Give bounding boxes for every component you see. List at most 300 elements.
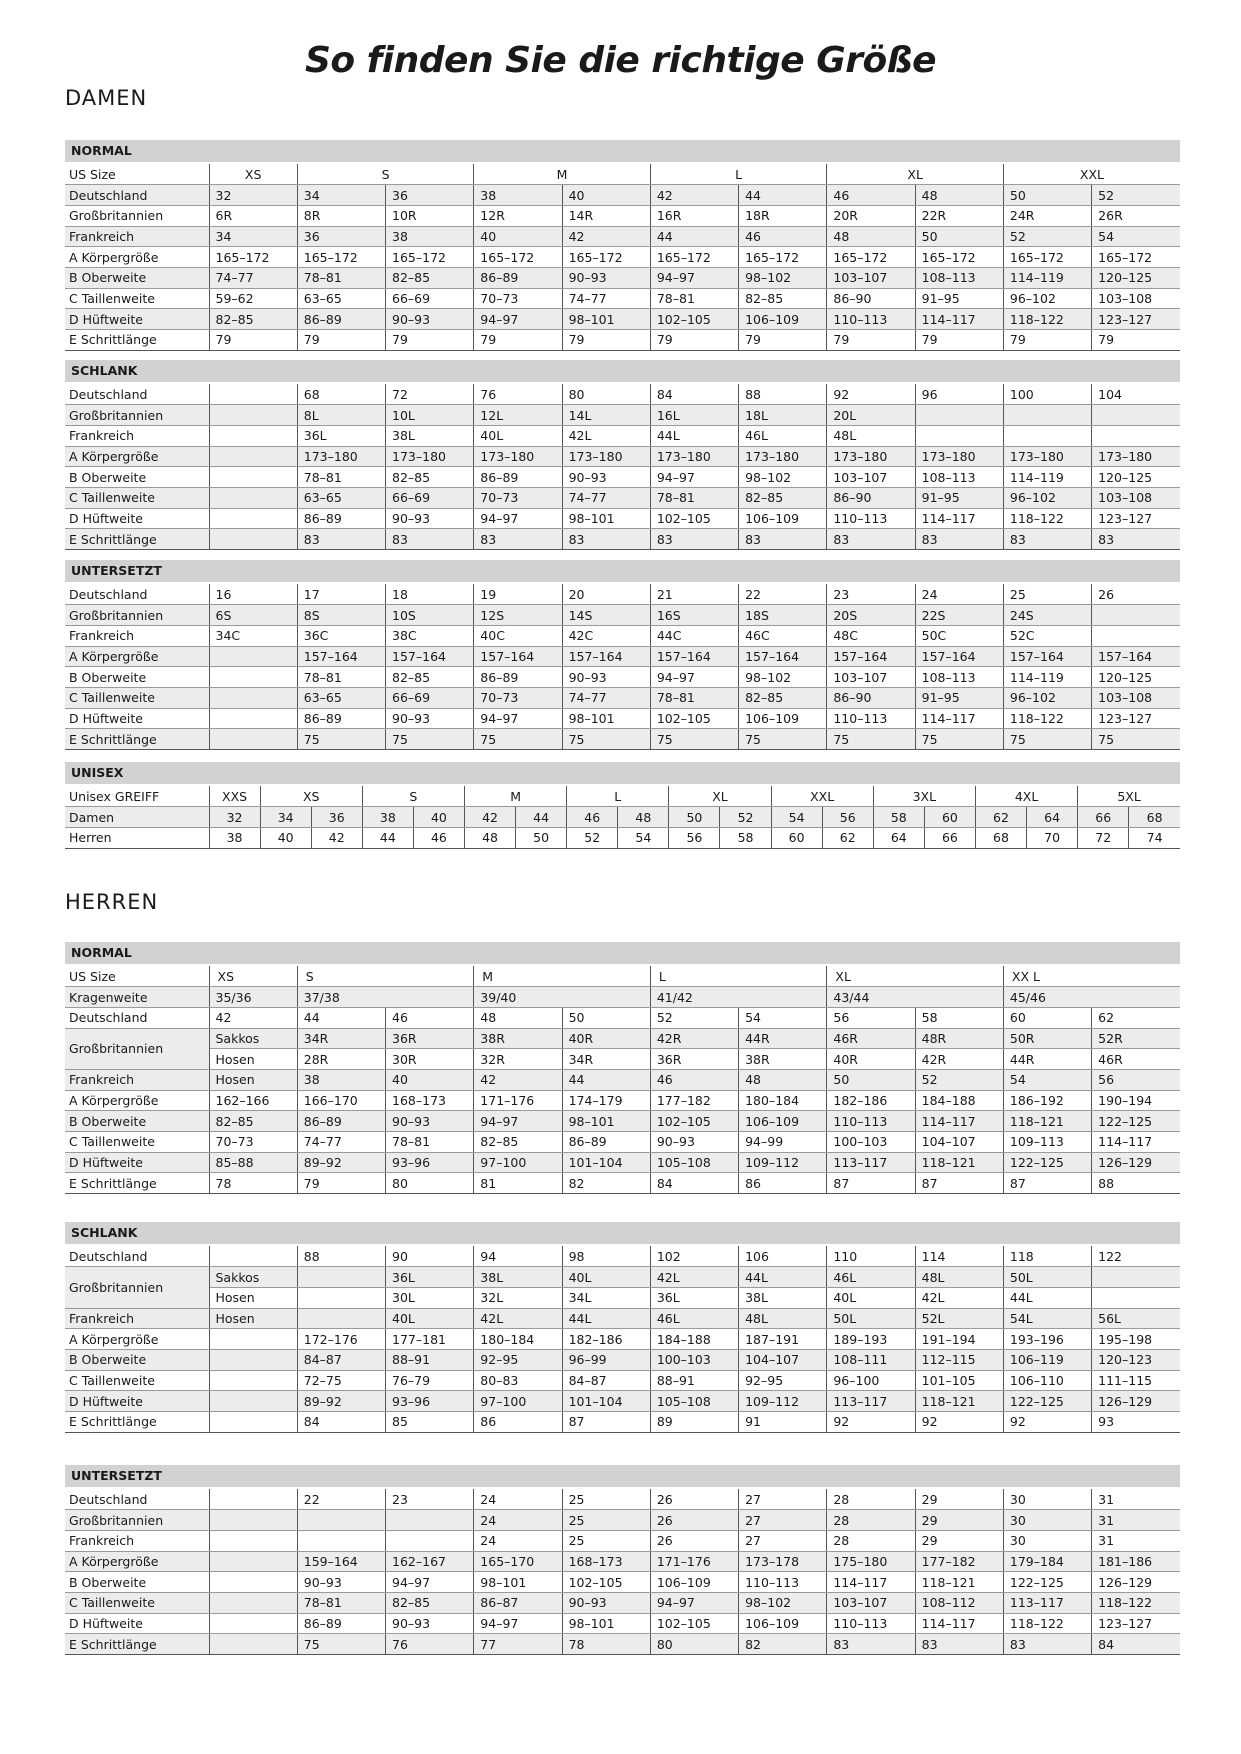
size-value: 76–79 (386, 1370, 474, 1391)
size-value: 120–125 (1092, 267, 1180, 288)
size-value: 86–89 (297, 1613, 385, 1634)
row-label: A Körpergröße (65, 446, 209, 467)
size-value: 24 (474, 1530, 562, 1551)
size-value: 50 (1003, 185, 1091, 206)
size-value: 182–186 (562, 1329, 650, 1350)
size-label: XS (209, 966, 297, 987)
size-value: 83 (739, 529, 827, 550)
size-value: 120–125 (1092, 467, 1180, 488)
size-value: 83 (474, 529, 562, 550)
size-label: XXL (771, 786, 873, 807)
size-value: 90–93 (650, 1132, 738, 1153)
size-value: 96–102 (1003, 487, 1091, 508)
size-value: 165–172 (562, 247, 650, 268)
size-value: 22S (915, 605, 1003, 626)
size-value (297, 1308, 385, 1329)
size-label: XS (260, 786, 362, 807)
size-value: 70 (1027, 827, 1078, 848)
sub-label: Hosen (209, 1069, 297, 1090)
row-label: B Oberweite (65, 1349, 209, 1370)
size-value: 70–73 (474, 288, 562, 309)
size-value: 91–95 (915, 687, 1003, 708)
size-value (1092, 605, 1180, 626)
size-value: 171–176 (474, 1090, 562, 1111)
size-value: 25 (562, 1489, 650, 1510)
size-label: 3XL (873, 786, 975, 807)
size-label: XXS (209, 786, 260, 807)
size-value: 72 (1078, 827, 1129, 848)
size-value: 78–81 (650, 487, 738, 508)
size-value: 12R (474, 205, 562, 226)
size-value: 28R (297, 1049, 385, 1070)
size-value: 25 (1003, 584, 1091, 605)
table-row (65, 1412, 1180, 1433)
size-value (209, 1613, 297, 1634)
size-value: 82–85 (386, 467, 474, 488)
size-value: 162–167 (386, 1551, 474, 1572)
size-value (209, 1634, 297, 1655)
size-value: 86–89 (297, 708, 385, 729)
size-value: 77 (474, 1634, 562, 1655)
table-row (65, 827, 1180, 848)
table-row (65, 405, 1180, 426)
size-value: 172–176 (297, 1329, 385, 1350)
size-value: 48L (739, 1308, 827, 1329)
size-value: 86–90 (827, 288, 915, 309)
size-value (1092, 405, 1180, 426)
row-label: B Oberweite (65, 267, 209, 288)
size-label: S (297, 966, 474, 987)
size-value (209, 1510, 297, 1531)
section-heading-damen: DAMEN (65, 86, 148, 110)
size-value: 52C (1003, 625, 1091, 646)
size-value: 90–93 (562, 1592, 650, 1613)
size-value: 79 (739, 330, 827, 351)
row-label: A Körpergröße (65, 1329, 209, 1350)
size-value: 108–113 (915, 667, 1003, 688)
row-label: Großbritannien (65, 1028, 209, 1069)
size-value: 173–178 (739, 1551, 827, 1572)
size-value: 54 (618, 827, 669, 848)
damen-normal-table (65, 140, 1180, 351)
size-table (65, 1489, 1180, 1655)
size-value: 114–119 (1003, 267, 1091, 288)
row-label: Frankreich (65, 425, 209, 446)
size-value: 24 (474, 1510, 562, 1531)
table-row (65, 288, 1180, 309)
size-value (1092, 425, 1180, 446)
size-value: 10L (386, 405, 474, 426)
size-value: 94–97 (474, 1613, 562, 1634)
size-value: 84 (1092, 1634, 1180, 1655)
size-value: 40R (562, 1028, 650, 1049)
size-value: 14S (562, 605, 650, 626)
size-value: 14L (562, 405, 650, 426)
size-value: 36L (297, 425, 385, 446)
size-value: 42 (464, 807, 515, 828)
row-label: A Körpergröße (65, 247, 209, 268)
size-value: 44R (739, 1028, 827, 1049)
size-value: 48 (474, 1007, 562, 1028)
table-row (65, 786, 1180, 807)
size-value (1092, 625, 1180, 646)
size-value (1092, 1267, 1180, 1288)
size-value: 108–113 (915, 467, 1003, 488)
size-value: 118–121 (1003, 1111, 1091, 1132)
size-label: M (464, 786, 566, 807)
size-value: 84 (650, 1173, 738, 1194)
size-value: 81 (474, 1173, 562, 1194)
sub-label: Sakkos (209, 1267, 297, 1288)
herren-schlank-table (65, 1222, 1180, 1433)
size-value: 118–121 (915, 1152, 1003, 1173)
size-value: 32 (209, 807, 260, 828)
size-label: L (650, 966, 827, 987)
table-row (65, 247, 1180, 268)
size-value: 68 (975, 827, 1026, 848)
size-value: 50 (516, 827, 567, 848)
size-value: 78–81 (650, 687, 738, 708)
table-row (65, 1007, 1180, 1028)
size-value: 42 (474, 1069, 562, 1090)
size-value: 98–101 (562, 1111, 650, 1132)
table-row (65, 1267, 1180, 1288)
size-value: 108–112 (915, 1592, 1003, 1613)
size-value: 36 (311, 807, 362, 828)
size-value: 157–164 (386, 646, 474, 667)
size-value: 56 (669, 827, 720, 848)
size-value: 40 (562, 185, 650, 206)
size-value (209, 1572, 297, 1593)
size-value: 72 (386, 384, 474, 405)
size-value: 52 (1003, 226, 1091, 247)
table-row (65, 330, 1180, 351)
size-value: 56L (1092, 1308, 1180, 1329)
size-value: 75 (562, 729, 650, 750)
size-value: 114–117 (915, 309, 1003, 330)
size-value: 70–73 (474, 487, 562, 508)
size-value: 114–117 (915, 1111, 1003, 1132)
size-value: 106–109 (739, 1111, 827, 1132)
size-value: 48 (618, 807, 669, 828)
size-value: 74–77 (562, 288, 650, 309)
table-row (65, 1111, 1180, 1132)
size-value: 110 (827, 1246, 915, 1267)
row-label: C Taillenweite (65, 1592, 209, 1613)
size-value: 86–89 (474, 667, 562, 688)
size-value: 40L (827, 1287, 915, 1308)
size-value (297, 1287, 385, 1308)
size-value: 123–127 (1092, 1613, 1180, 1634)
size-value: 74–77 (562, 687, 650, 708)
size-value: 94 (474, 1246, 562, 1267)
size-value: 44 (650, 226, 738, 247)
size-value: 80–83 (474, 1370, 562, 1391)
size-value: 98–101 (562, 1613, 650, 1634)
size-value: 46R (827, 1028, 915, 1049)
table-header-normal: NORMAL (65, 942, 1180, 964)
size-value: 44C (650, 625, 738, 646)
size-value (209, 1530, 297, 1551)
size-value: 118–122 (1003, 309, 1091, 330)
size-value: 120–123 (1092, 1349, 1180, 1370)
size-value: 120–125 (1092, 667, 1180, 688)
size-value: 123–127 (1092, 708, 1180, 729)
size-value: 173–180 (1092, 446, 1180, 467)
size-value: 103–107 (827, 467, 915, 488)
size-value: 84 (650, 384, 738, 405)
size-value: 92 (827, 384, 915, 405)
size-value: 82–85 (474, 1132, 562, 1153)
size-value: 79 (297, 330, 385, 351)
size-value: 92 (827, 1412, 915, 1433)
size-value: 190–194 (1092, 1090, 1180, 1111)
size-value: 28 (827, 1510, 915, 1531)
table-row (65, 267, 1180, 288)
row-label: Deutschland (65, 1489, 209, 1510)
size-value: 118–121 (915, 1572, 1003, 1593)
size-value: 110–113 (827, 708, 915, 729)
size-value: 44 (297, 1007, 385, 1028)
size-value: 63–65 (297, 487, 385, 508)
size-value: 41/42 (650, 987, 827, 1008)
size-value: 102–105 (562, 1572, 650, 1593)
size-value: 44L (739, 1267, 827, 1288)
size-value: 60 (924, 807, 975, 828)
size-value (209, 708, 297, 729)
size-value: 38 (297, 1069, 385, 1090)
size-value: 91–95 (915, 288, 1003, 309)
size-value: 102–105 (650, 1111, 738, 1132)
size-value: 90 (386, 1246, 474, 1267)
table-header-untersetzt: UNTERSETZT (65, 1465, 1180, 1487)
size-value: 30L (386, 1287, 474, 1308)
size-value: 173–180 (739, 446, 827, 467)
size-value: 46 (739, 226, 827, 247)
size-label: M (474, 966, 651, 987)
size-value: 126–129 (1092, 1152, 1180, 1173)
size-value: 40L (386, 1308, 474, 1329)
size-value: 38L (386, 425, 474, 446)
size-value: 31 (1092, 1530, 1180, 1551)
size-value: 171–176 (650, 1551, 738, 1572)
size-value: 22R (915, 205, 1003, 226)
size-value: 83 (1003, 529, 1091, 550)
size-value: 46 (650, 1069, 738, 1090)
size-value: 32L (474, 1287, 562, 1308)
size-label: M (474, 164, 651, 185)
size-value: 100–103 (827, 1132, 915, 1153)
size-value: 92 (915, 1412, 1003, 1433)
table-header-unisex: UNISEX (65, 762, 1180, 784)
size-value: 46 (567, 807, 618, 828)
size-value: 28 (827, 1530, 915, 1551)
size-value: 18L (739, 405, 827, 426)
table-row (65, 309, 1180, 330)
size-value: 181–186 (1092, 1551, 1180, 1572)
size-value: 179–184 (1003, 1551, 1091, 1572)
table-row (65, 226, 1180, 247)
size-value: 42 (562, 226, 650, 247)
size-value: 92 (1003, 1412, 1091, 1433)
size-value: 165–172 (650, 247, 738, 268)
size-value (209, 1329, 297, 1350)
table-row (65, 646, 1180, 667)
size-value: 93–96 (386, 1391, 474, 1412)
table-row (65, 667, 1180, 688)
size-value (209, 1349, 297, 1370)
size-value: 86–87 (474, 1592, 562, 1613)
size-value: 94–97 (650, 467, 738, 488)
size-label: S (297, 164, 474, 185)
size-value: 80 (650, 1634, 738, 1655)
size-value: 29 (915, 1510, 1003, 1531)
size-value: 64 (873, 827, 924, 848)
size-value: 114–117 (915, 1613, 1003, 1634)
size-value: 74–77 (209, 267, 297, 288)
size-value: 44 (739, 185, 827, 206)
size-value: 42C (562, 625, 650, 646)
size-value: 88 (1092, 1173, 1180, 1194)
size-value: 75 (1092, 729, 1180, 750)
size-value: 38 (386, 226, 474, 247)
size-value: 177–181 (386, 1329, 474, 1350)
size-value: 114–119 (1003, 467, 1091, 488)
size-value: 177–182 (650, 1090, 738, 1111)
size-value: 24 (474, 1489, 562, 1510)
size-value: 157–164 (1092, 646, 1180, 667)
size-value: 58 (915, 1007, 1003, 1028)
size-value: 100–103 (650, 1349, 738, 1370)
size-value (209, 1391, 297, 1412)
table-row (65, 1246, 1180, 1267)
size-value: 89–92 (297, 1152, 385, 1173)
size-value: 56 (1092, 1069, 1180, 1090)
size-value: 165–172 (209, 247, 297, 268)
size-value: 173–180 (915, 446, 1003, 467)
row-label: Frankreich (65, 226, 209, 247)
size-value: 86–89 (474, 467, 562, 488)
size-value: 50 (827, 1069, 915, 1090)
size-value: 75 (650, 729, 738, 750)
size-value: 97–100 (474, 1391, 562, 1412)
size-value: 8L (297, 405, 385, 426)
size-value: 64 (1027, 807, 1078, 828)
size-value: 38L (474, 1267, 562, 1288)
size-value: 83 (650, 529, 738, 550)
size-value: 114–117 (827, 1572, 915, 1593)
size-value (209, 1246, 297, 1267)
size-value: 82–85 (739, 288, 827, 309)
size-value: 110–113 (739, 1572, 827, 1593)
size-value: 83 (297, 529, 385, 550)
size-value: 52 (720, 807, 771, 828)
size-value (209, 729, 297, 750)
size-value: 78–81 (386, 1132, 474, 1153)
size-value: 157–164 (562, 646, 650, 667)
size-value: 165–172 (827, 247, 915, 268)
sub-label: Hosen (209, 1308, 297, 1329)
size-value: 91 (739, 1412, 827, 1433)
row-label: Deutschland (65, 384, 209, 405)
size-value: 109–112 (739, 1391, 827, 1412)
size-value: 44R (1003, 1049, 1091, 1070)
table-row (65, 1090, 1180, 1111)
size-value: 98–102 (739, 467, 827, 488)
size-value: 86–89 (297, 508, 385, 529)
size-value (209, 1412, 297, 1433)
size-value: 168–173 (386, 1090, 474, 1111)
size-value: 54 (771, 807, 822, 828)
size-value: 86–90 (827, 487, 915, 508)
row-label: US Size (65, 164, 209, 185)
size-table (65, 164, 1180, 351)
size-value: 63–65 (297, 288, 385, 309)
size-value: 34L (562, 1287, 650, 1308)
size-label: XL (827, 966, 1004, 987)
size-value: 97–100 (474, 1152, 562, 1173)
size-value: 103–108 (1092, 687, 1180, 708)
row-label: US Size (65, 966, 209, 987)
size-value: 74–77 (562, 487, 650, 508)
size-value: 157–164 (1003, 646, 1091, 667)
size-value: 83 (1092, 529, 1180, 550)
size-value: 54 (1003, 1069, 1091, 1090)
size-value: 122–125 (1003, 1391, 1091, 1412)
row-label: B Oberweite (65, 1572, 209, 1593)
size-value: 184–188 (915, 1090, 1003, 1111)
size-value: 84–87 (297, 1349, 385, 1370)
size-value: 50L (1003, 1267, 1091, 1288)
size-value: 8S (297, 605, 385, 626)
size-value: 122–125 (1092, 1111, 1180, 1132)
size-value: 75 (386, 729, 474, 750)
size-value: 173–180 (650, 446, 738, 467)
size-value: 114 (915, 1246, 1003, 1267)
size-value: 114–117 (1092, 1132, 1180, 1153)
size-value: 62 (975, 807, 1026, 828)
size-value: 80 (562, 384, 650, 405)
size-value: 42 (650, 185, 738, 206)
size-value (209, 508, 297, 529)
size-value: 94–97 (650, 667, 738, 688)
size-value: 118–122 (1003, 1613, 1091, 1634)
size-value: 75 (1003, 729, 1091, 750)
size-value: 91–95 (915, 487, 1003, 508)
size-table (65, 1246, 1180, 1433)
size-value: 10R (386, 205, 474, 226)
size-value: 79 (1003, 330, 1091, 351)
table-row (65, 1349, 1180, 1370)
size-value: 68 (1129, 807, 1180, 828)
size-value: 23 (386, 1489, 474, 1510)
row-label: D Hüftweite (65, 1152, 209, 1173)
table-row (65, 205, 1180, 226)
size-value: 42R (915, 1049, 1003, 1070)
size-value: 70–73 (474, 687, 562, 708)
size-value: 83 (827, 1634, 915, 1655)
table-row (65, 1287, 1180, 1308)
size-value: 30 (1003, 1530, 1091, 1551)
size-value: 165–172 (386, 247, 474, 268)
size-value: 46L (650, 1308, 738, 1329)
size-value: 75 (739, 729, 827, 750)
table-row (65, 1572, 1180, 1593)
size-value (209, 384, 297, 405)
size-value: 87 (1003, 1173, 1091, 1194)
size-value: 103–107 (827, 667, 915, 688)
size-value: 74–77 (297, 1132, 385, 1153)
